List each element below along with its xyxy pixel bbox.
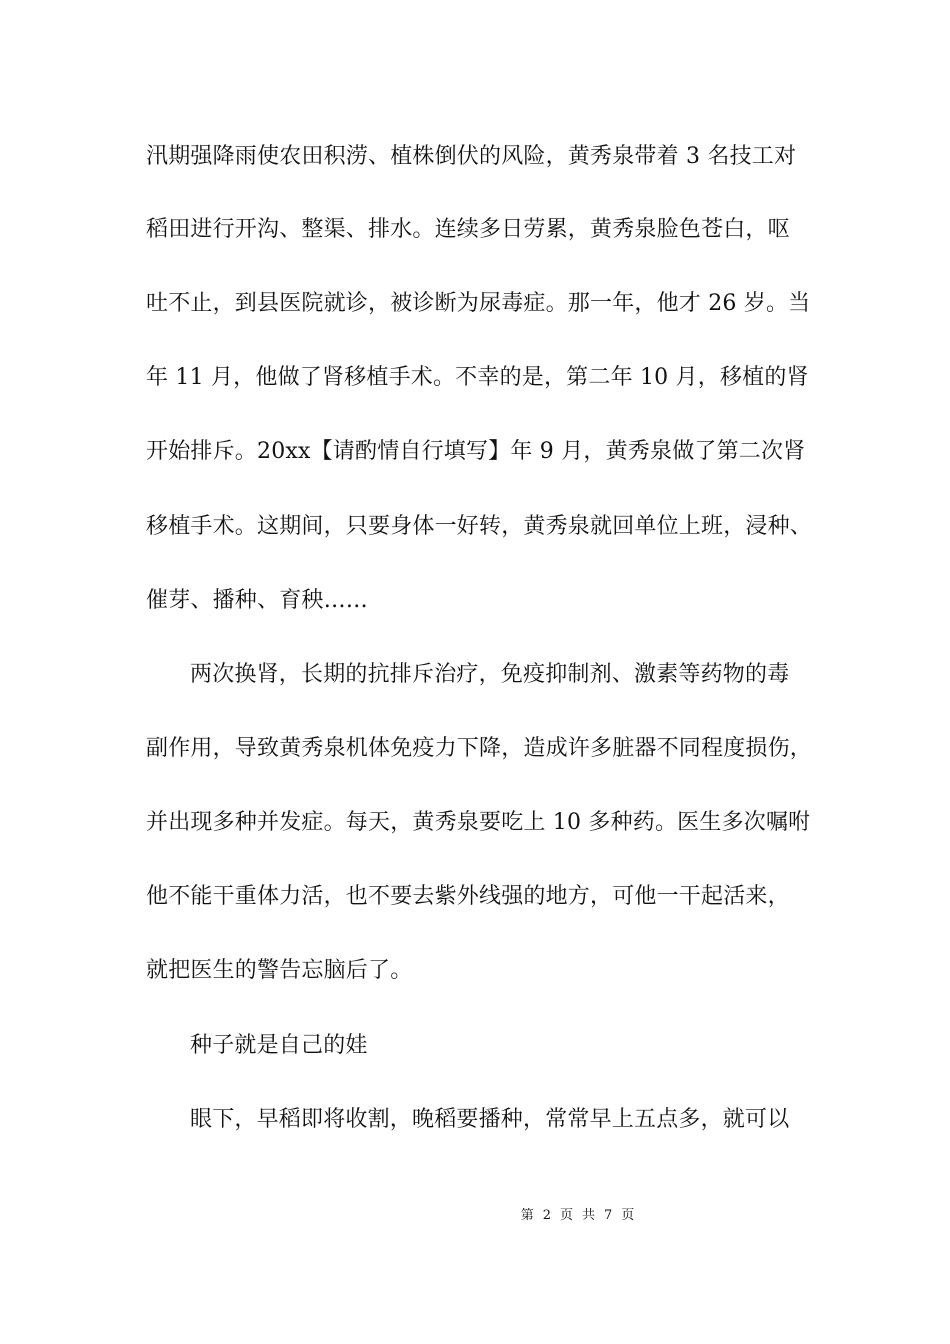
text-line-9: 副作用，导致黄秀泉机体免疫力下降，造成许多脏器不同程度损伤， xyxy=(146,736,813,761)
text-line-10: 并出现多种并发症。每天，黄秀泉要吃上 10 多种药。医生多次嘱咐 xyxy=(146,810,811,835)
footer-total-label: 共 xyxy=(582,1208,596,1223)
section-heading: 种子就是自己的娃 xyxy=(190,1033,368,1058)
page-footer xyxy=(0,1207,950,1225)
text-line-2: 稻田进行开沟、整渠、排水。连续多日劳累，黄秀泉脸色苍白，呕 xyxy=(146,217,790,242)
text-line-5: 开始排斥。20xx【请酌情自行填写】年 9 月，黄秀泉做了第二次肾 xyxy=(146,439,806,464)
footer-prefix: 第 xyxy=(520,1208,534,1223)
text-line-7: 催芽、播种、育秧…… xyxy=(146,588,369,613)
text-line-8: 两次换肾，长期的抗排斥治疗，免疫抑制剂、激素等药物的毒 xyxy=(190,662,790,687)
text-line-1: 汛期强降雨使农田积涝、植株倒伏的风险，黄秀泉带着 3 名技工对 xyxy=(146,144,797,169)
text-line-3: 吐不止，到县医院就诊，被诊断为尿毒症。那一年，他才 26 岁。当 xyxy=(146,291,811,316)
text-line-12: 就把医生的警告忘脑后了。 xyxy=(146,958,413,983)
footer-page-label: 页 xyxy=(559,1208,573,1223)
footer-page-number: 2 xyxy=(542,1208,551,1223)
text-line-14: 眼下，早稻即将收割，晚稻要播种，常常早上五点多，就可以 xyxy=(190,1107,790,1132)
text-line-11: 他不能干重体力活，也不要去紫外线强的地方，可他一干起活来， xyxy=(146,884,790,909)
text-line-6: 移植手术。这期间，只要身体一好转，黄秀泉就回单位上班，浸种、 xyxy=(146,514,813,539)
footer-total-pages: 7 xyxy=(604,1208,613,1223)
footer-suffix: 页 xyxy=(621,1208,635,1223)
text-line-4: 年 11 月，他做了肾移植手术。不幸的是，第二年 10 月，移植的肾 xyxy=(146,365,809,390)
